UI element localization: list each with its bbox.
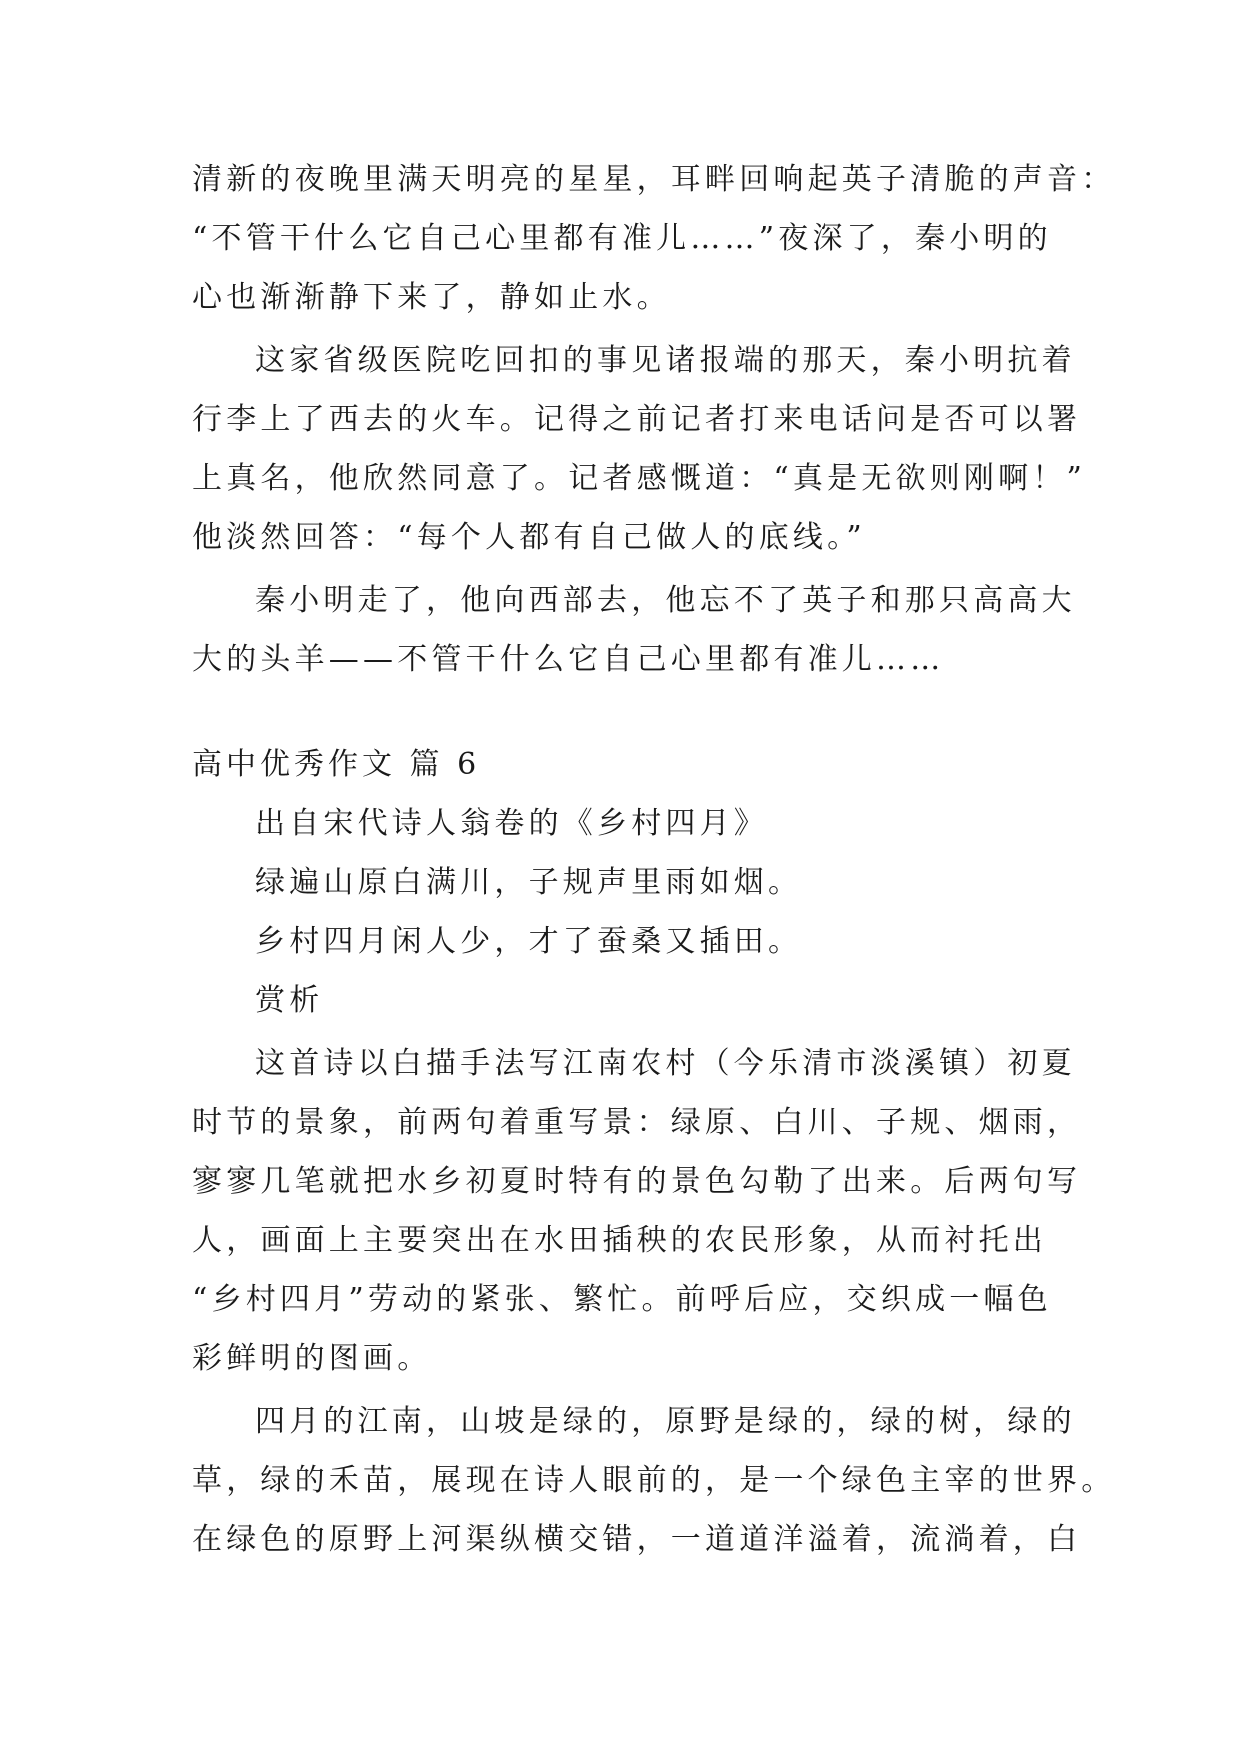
poem-line: 乡村四月闲人少，才了蚕桑又插田。 xyxy=(255,924,803,959)
essay-section-continued xyxy=(192,150,1116,689)
text-line: 清新的夜晚里满天明亮的星星，耳畔回响起英子清脆的声音： xyxy=(192,162,1116,197)
text-line: 时节的景象，前两句着重写景：绿原、白川、子规、烟雨， xyxy=(192,1105,1082,1140)
text-line: 草，绿的禾苗，展现在诗人眼前的，是一个绿色主宰的世界。 xyxy=(192,1463,1116,1498)
text-line: 在绿色的原野上河渠纵横交错，一道道洋溢着，流淌着，白 xyxy=(192,1522,1082,1557)
paragraph-start-line: 秦小明走了，他向西部去，他忘不了英子和那只高高大 xyxy=(255,583,1076,618)
text-line: 上真名，他欣然同意了。记者感慨道：“真是无欲则刚啊！” xyxy=(192,461,1087,496)
essay-section-6 xyxy=(192,735,1116,1569)
text-line: 人，画面上主要突出在水田插秧的农民形象，从而衬托出 xyxy=(192,1223,1047,1258)
text-line: “不管干什么它自己心里都有准儿……”夜深了，秦小明的 xyxy=(192,221,1052,256)
text-line: 行李上了西去的火车。记得之前记者打来电话问是否可以署 xyxy=(192,402,1082,437)
text-line: 大的头羊——不管干什么它自己心里都有准儿…… xyxy=(192,642,945,677)
paragraph-start-line: 四月的江南，山坡是绿的，原野是绿的，绿的树，绿的 xyxy=(255,1404,1076,1439)
text-line: “乡村四月”劳动的紧张、繁忙。前呼后应，交织成一幅色 xyxy=(192,1282,1052,1317)
text-line: 寥寥几笔就把水乡初夏时特有的景色勾勒了出来。后两句写 xyxy=(192,1164,1082,1199)
poem-line: 绿遍山原白满川，子规声里雨如烟。 xyxy=(255,865,803,900)
paragraph-start-line: 这家省级医院吃回扣的事见诸报端的那天，秦小明抗着 xyxy=(255,343,1076,378)
section-heading: 高中优秀作文 篇 6 xyxy=(192,747,481,782)
paragraph-start-line: 这首诗以白描手法写江南农村（今乐清市淡溪镇）初夏 xyxy=(255,1046,1076,1081)
poem-source-line: 出自宋代诗人翁卷的《乡村四月》 xyxy=(255,806,768,841)
text-line: 彩鲜明的图画。 xyxy=(192,1341,432,1376)
text-line: 他淡然回答：“每个人都有自己做人的底线。” xyxy=(192,520,866,555)
text-line: 心也渐渐静下来了，静如止水。 xyxy=(192,280,671,315)
subheading-appreciation: 赏析 xyxy=(255,983,324,1018)
